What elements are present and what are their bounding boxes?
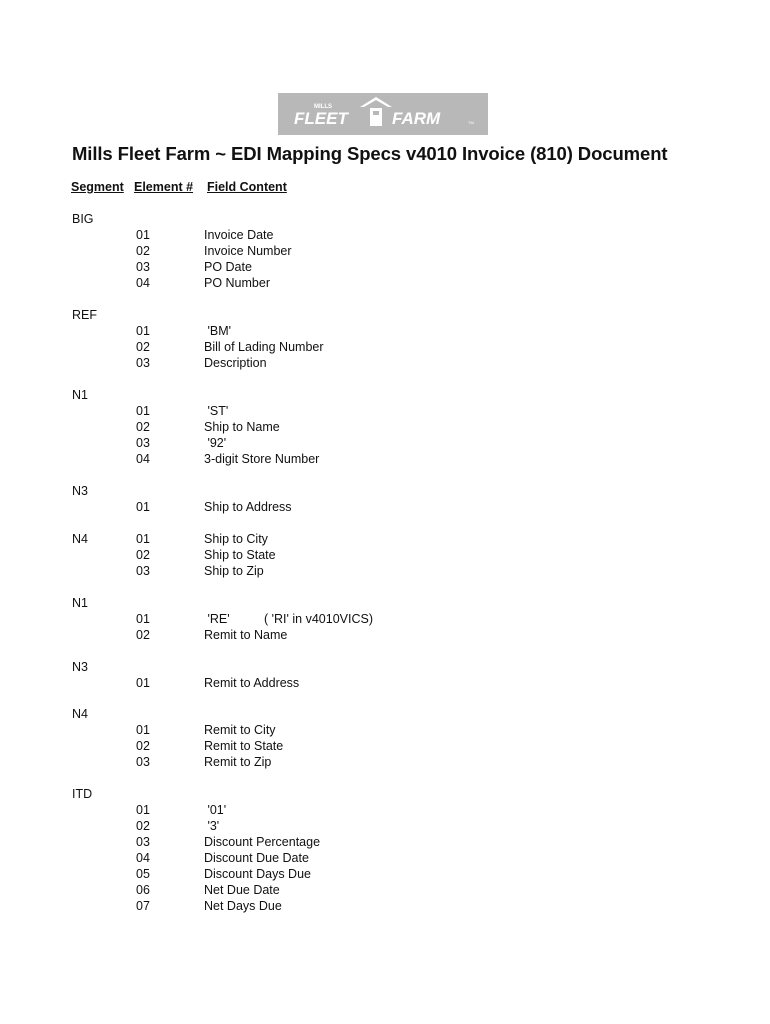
field-content: '01' — [204, 803, 227, 817]
field-content-column-header: Field Content — [207, 180, 287, 194]
field-content: Invoice Date — [204, 228, 274, 242]
field-content: 3-digit Store Number — [204, 452, 320, 466]
field-content: Net Due Date — [204, 883, 280, 897]
element-number: 01 — [136, 676, 150, 690]
field-note: ( 'RI' in v4010VICS) — [264, 612, 373, 626]
field-content: '92' — [204, 436, 227, 450]
field-content: Remit to City — [204, 723, 276, 737]
element-number: 04 — [136, 452, 150, 466]
field-content: Remit to Zip — [204, 755, 272, 769]
field-content: Discount Days Due — [204, 867, 311, 881]
field-content: 'BM' — [204, 324, 231, 338]
element-number: 01 — [136, 324, 150, 338]
segment-label: N1 — [72, 596, 88, 610]
segment-label: N4 — [72, 532, 88, 546]
element-number: 03 — [136, 835, 150, 849]
element-number: 03 — [136, 356, 150, 370]
element-number: 05 — [136, 867, 150, 881]
field-content: PO Date — [204, 260, 252, 274]
mills-fleet-farm-logo — [278, 93, 488, 135]
field-content: Ship to Zip — [204, 564, 264, 578]
logo-fleet-text: FLEET — [294, 109, 348, 128]
element-number: 02 — [136, 244, 150, 258]
element-number: 03 — [136, 436, 150, 450]
element-number: 02 — [136, 819, 150, 833]
element-number: 02 — [136, 340, 150, 354]
logo-barn-icon — [360, 97, 392, 126]
element-number: 01 — [136, 404, 150, 418]
segment-label: N3 — [72, 660, 88, 674]
segment-label: ITD — [72, 787, 93, 801]
field-content: Ship to Address — [204, 500, 292, 514]
field-content: 'RE' — [204, 612, 230, 626]
field-content: '3' — [204, 819, 220, 833]
fleet-farm-logo-icon — [278, 93, 488, 135]
element-number: 01 — [136, 803, 150, 817]
element-column-header: Element # — [134, 180, 194, 194]
element-number: 03 — [136, 260, 150, 274]
logo-tm-text: TM — [468, 120, 474, 125]
element-number: 04 — [136, 851, 150, 865]
document-title: Mills Fleet Farm ~ EDI Mapping Specs v4010 Invoice (810) Document — [72, 143, 668, 164]
field-content: Bill of Lading Number — [204, 340, 324, 354]
element-number: 01 — [136, 612, 150, 626]
element-number: 03 — [136, 755, 150, 769]
logo-mills-text: MILLS — [314, 104, 332, 110]
field-content: Discount Due Date — [204, 851, 309, 865]
field-content: Ship to State — [204, 548, 276, 562]
field-content: Remit to Name — [204, 628, 288, 642]
element-number: 06 — [136, 883, 150, 897]
field-content: 'ST' — [204, 404, 229, 418]
segment-label: N4 — [72, 707, 88, 721]
segment-label: BIG — [72, 212, 94, 226]
segment-label: N3 — [72, 484, 88, 498]
field-content: PO Number — [204, 276, 270, 290]
element-number: 03 — [136, 564, 150, 578]
field-content: Ship to City — [204, 532, 268, 546]
element-number: 02 — [136, 420, 150, 434]
element-number: 02 — [136, 628, 150, 642]
element-number: 01 — [136, 228, 150, 242]
element-number: 01 — [136, 500, 150, 514]
segment-column-header: Segment — [71, 180, 124, 194]
field-content: Net Days Due — [204, 899, 282, 913]
field-content: Ship to Name — [204, 420, 280, 434]
element-number: 07 — [136, 899, 150, 913]
element-number: 01 — [136, 723, 150, 737]
element-number: 02 — [136, 739, 150, 753]
element-number: 02 — [136, 548, 150, 562]
field-content: Invoice Number — [204, 244, 292, 258]
field-content: Remit to Address — [204, 676, 300, 690]
field-content: Remit to State — [204, 739, 284, 753]
logo-farm-text: FARM — [392, 109, 441, 128]
segment-label: N1 — [72, 388, 88, 402]
element-number: 01 — [136, 532, 150, 546]
field-content: Description — [204, 356, 267, 370]
element-number: 04 — [136, 276, 150, 290]
field-content: Discount Percentage — [204, 835, 321, 849]
segment-label: REF — [72, 308, 97, 322]
